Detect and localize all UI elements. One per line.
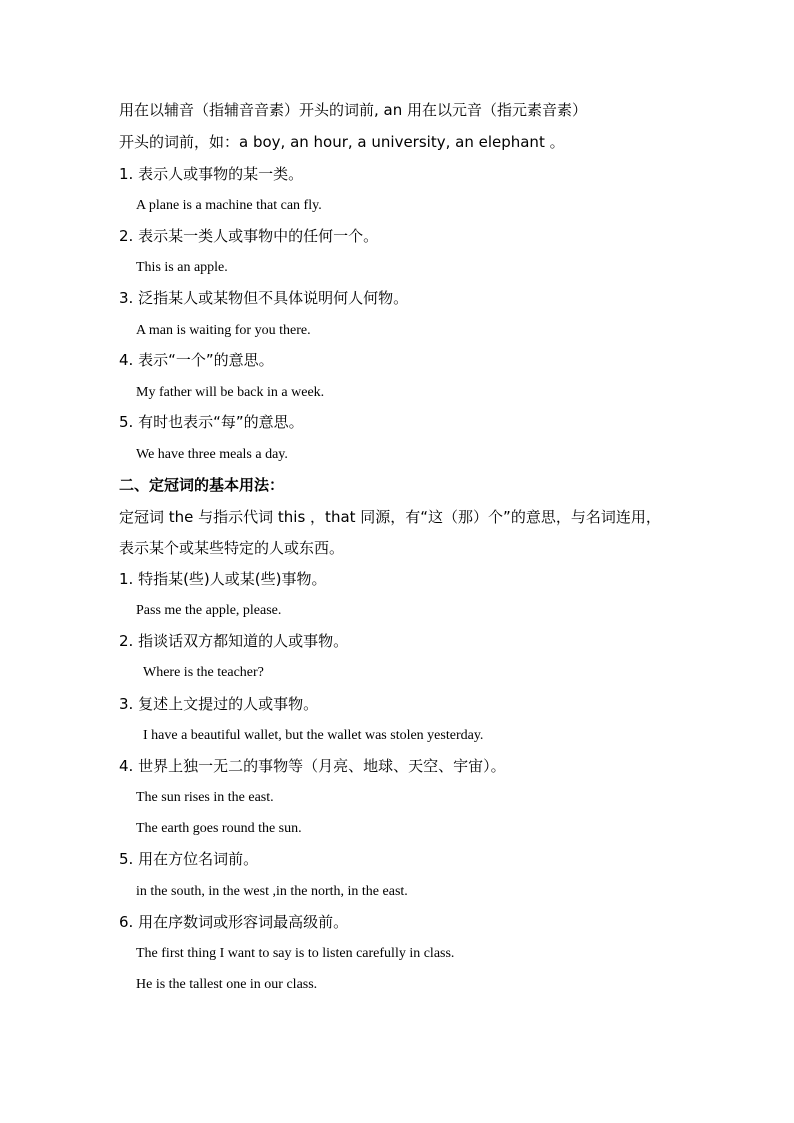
the-rule-4: 4. 世界上独一无二的事物等（月亮、地球、天空、宇宙）。 [119,757,506,775]
a-rule-1-example: A plane is a machine that can fly. [136,198,322,213]
the-rule-5-example: in the south, in the west ,in the north, in the east. [136,884,408,899]
a-rule-3: 3. 泛指某人或某物但不具体说明何人何物。 [119,289,409,307]
section-2-heading: 二、定冠词的基本用法： [119,476,285,494]
a-rule-2: 2. 表示某一类人或事物中的任何一个。 [119,227,379,245]
the-rule-2-example: Where is the teacher? [143,665,264,680]
a-rule-5: 5. 有时也表示“每”的意思。 [119,413,304,431]
the-rule-5: 5. 用在方位名词前。 [119,850,259,868]
the-rule-6: 6. 用在序数词或形容词最高级前。 [119,913,349,931]
the-rule-3: 3. 复述上文提过的人或事物。 [119,695,319,713]
a-rule-4-example: My father will be back in a week. [136,385,325,400]
the-rule-6-example-1: The first thing I want to say is to listen carefully in class. [136,946,455,961]
the-rule-1-example: Pass me the apple, please. [136,603,282,618]
the-rule-3-example: I have a beautiful wallet, but the wallet was stolen yesterday. [143,728,484,743]
a-rule-1: 1. 表示人或事物的某一类。 [119,165,304,183]
the-rule-6-example-2: He is the tallest one in our class. [136,977,318,992]
a-rule-2-example: This is an apple. [136,260,228,275]
section-2-intro-line-1: 定冠词 the 与指示代词 this ，that 同源，有“这（那）个”的意思，与名词连用， [119,508,661,526]
the-rule-1: 1. 特指某(些)人或某(些)事物。 [119,570,327,588]
the-rule-2: 2. 指谈话双方都知道的人或事物。 [119,632,349,650]
a-rule-5-example: We have three meals a day. [136,447,288,462]
intro-line-1: 用在以辅音（指辅音音素）开头的词前, an 用在以元音（指元素音素） [119,101,588,119]
a-rule-4: 4. 表示“一个”的意思。 [119,351,274,369]
a-rule-3-example: A man is waiting for you there. [136,323,311,338]
intro-line-2: 开头的词前，如：a boy, an hour, a university, an elephant 。 [119,133,565,151]
the-rule-4-example-2: The earth goes round the sun. [136,821,302,836]
the-rule-4-example-1: The sun rises in the east. [136,790,274,805]
section-2-intro-line-2: 表示某个或某些特定的人或东西。 [119,539,345,557]
